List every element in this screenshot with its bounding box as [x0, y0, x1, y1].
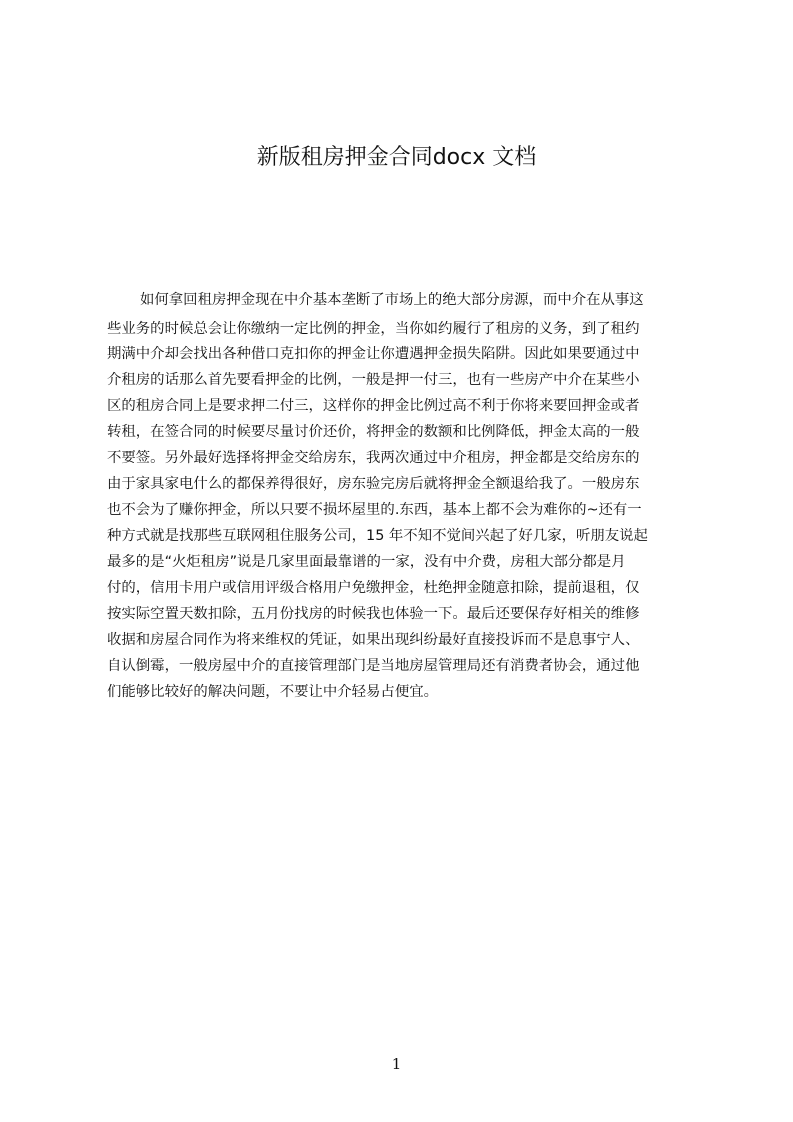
body-line: 自认倒霉，一般房屋中介的直接管理部门是当地房屋管理局还有消费者协会，通过他 — [107, 658, 640, 674]
document-title: 新版租房押金合同docx 文档 — [256, 145, 537, 170]
body-line: 们能够比较好的解决问题，不要让中介轻易占便宜。 — [107, 684, 438, 700]
body-line: 介租房的话那么首先要看押金的比例，一般是押一付三，也有一些房产中介在某些小 — [107, 372, 640, 388]
body-line: 收据和房屋合同作为将来维权的凭证，如果出现纠纷最好直接投诉而不是息事宁人、 — [107, 632, 640, 648]
body-line: 最多的是“火炬租房”说是几家里面最靠谱的一家，没有中介费，房租大部分都是月 — [107, 554, 626, 570]
body-line: 不要签。另外最好选择将押金交给房东，我两次通过中介租房，押金都是交给房东的 — [107, 450, 640, 466]
body-line: 些业务的时候总会让你缴纳一定比例的押金，当你如约履行了租房的义务，到了租约 — [107, 321, 640, 337]
body-line: 由于家具家电什么的都保养得很好，房东验完房后就将押金全额退给我了。一般房东 — [107, 476, 640, 492]
body-line: 期满中介却会找出各种借口克扣你的押金让你遭遇押金损失陷阱。因此如果要通过中 — [107, 346, 640, 362]
body-line: 种方式就是找那些互联网租住服务公司，15 年不知不觉间兴起了好几家，听朋友说起 — [107, 528, 648, 544]
body-line: 也不会为了赚你押金，所以只要不损坏屋里的.东西，基本上都不会为难你的~还有一 — [107, 502, 642, 518]
page-number: 1 — [391, 1055, 402, 1073]
body-line: 如何拿回租房押金现在中介基本垄断了市场上的绝大部分房源，而中介在从事这 — [140, 292, 644, 308]
body-line: 区的租房合同上是要求押二付三，这样你的押金比例过高不利于你将来要回押金或者 — [107, 398, 640, 414]
body-line: 付的，信用卡用户或信用评级合格用户免缴押金，杜绝押金随意扣除，提前退租，仅 — [107, 580, 640, 596]
body-line: 转租，在签合同的时候要尽量讨价还价，将押金的数额和比例降低，押金太高的一般 — [107, 424, 640, 440]
body-line: 按实际空置天数扣除，五月份找房的时候我也体验一下。最后还要保存好相关的维修 — [107, 606, 640, 622]
